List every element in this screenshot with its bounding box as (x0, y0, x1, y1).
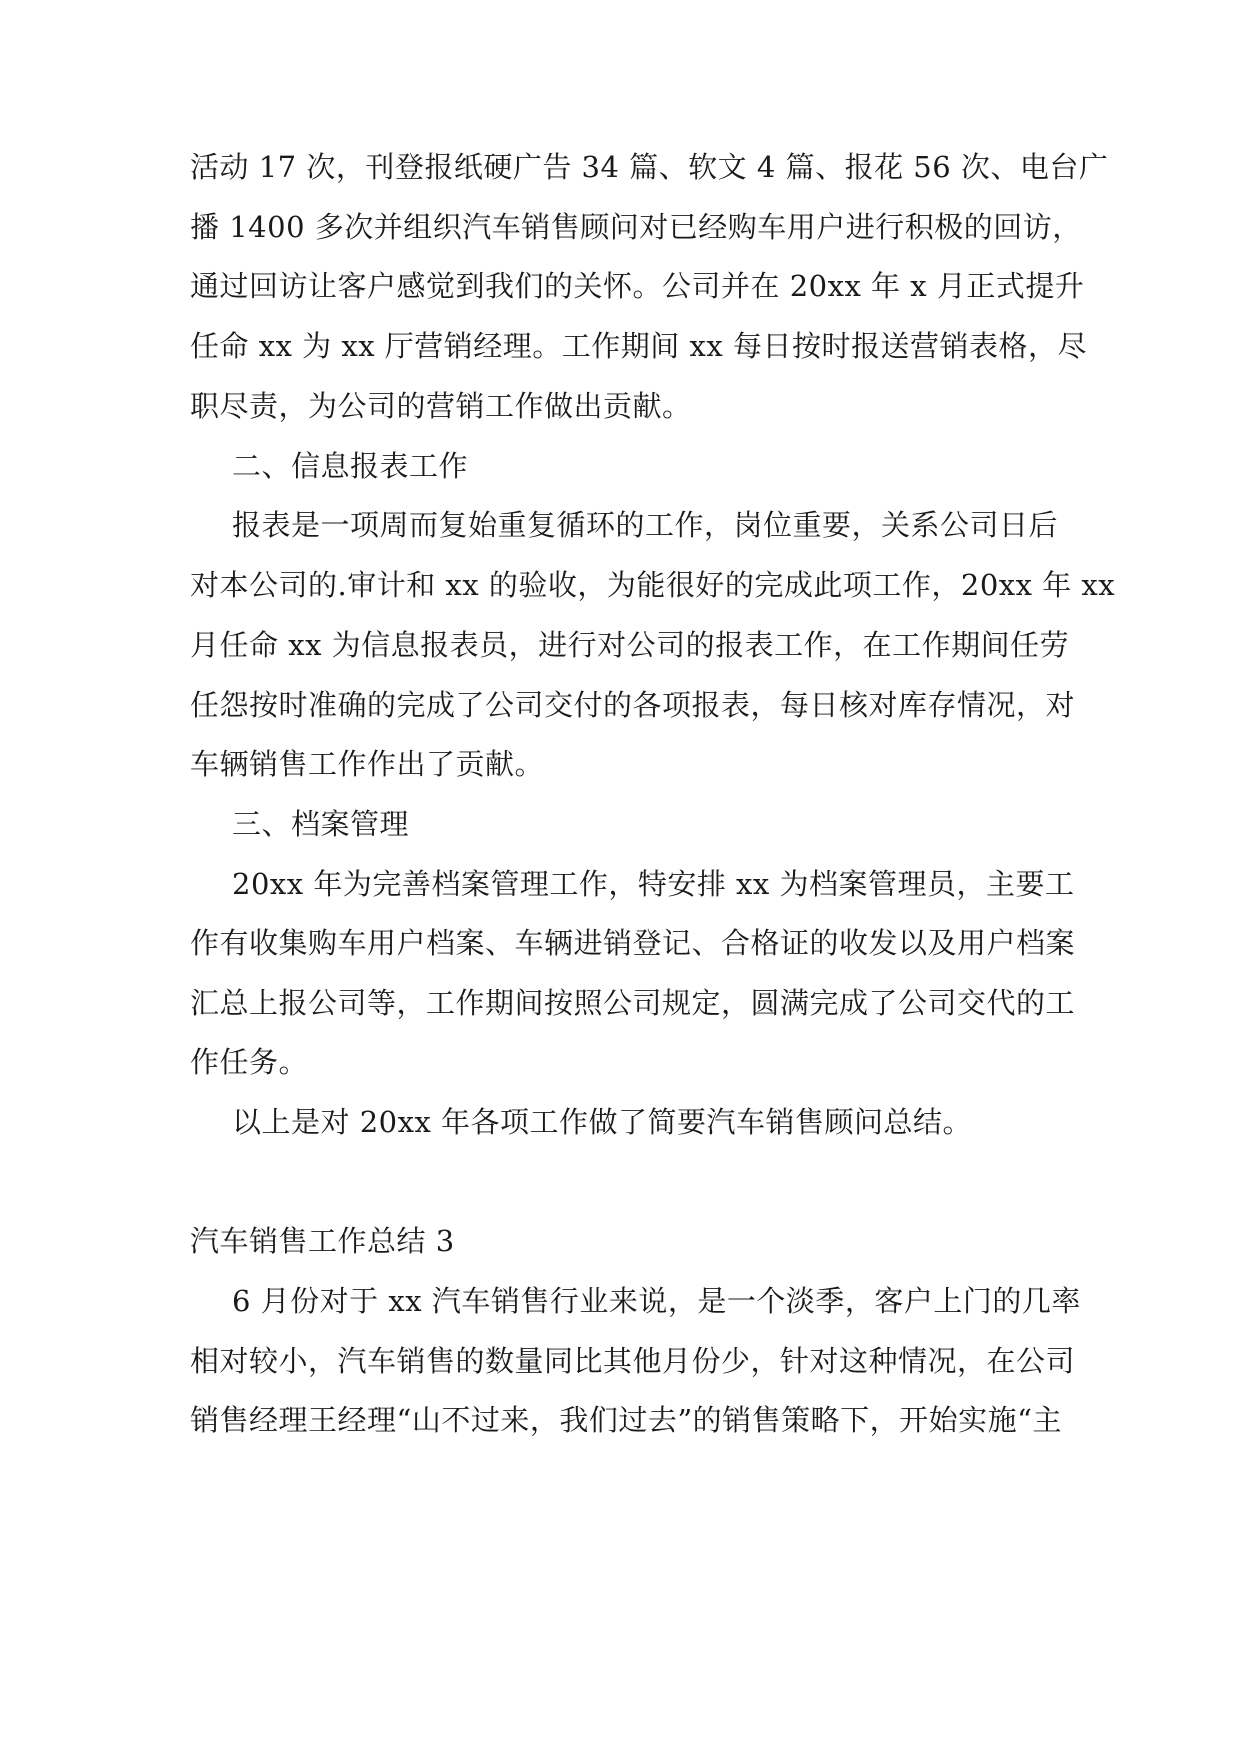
paragraph-5-line-1: 6 月份对于 xx 汽车销售行业来说，是一个淡季，客户上门的几率 (232, 1284, 1081, 1318)
paragraph-4-line-1: 以上是对 20xx 年各项工作做了简要汽车销售顾问总结。 (232, 1105, 973, 1139)
paragraph-2-line-3: 月任命 xx 为信息报表员，进行对公司的报表工作，在工作期间任劳 (190, 628, 1070, 662)
paragraph-5-line-2: 相对较小，汽车销售的数量同比其他月份少，针对这种情况，在公司 (190, 1344, 1076, 1378)
section-heading-info-report: 二、信息报表工作 (232, 449, 469, 483)
section-heading-archive: 三、档案管理 (232, 807, 410, 841)
paragraph-1-line-5: 职尽责，为公司的营销工作做出贡献。 (190, 389, 692, 423)
paragraph-2-line-5: 车辆销售工作作出了贡献。 (190, 747, 545, 781)
paragraph-2-line-2: 对本公司的.审计和 xx 的验收，为能很好的完成此项工作，20xx 年 xx (190, 568, 1116, 602)
paragraph-1-line-1: 活动 17 次，刊登报纸硬广告 34 篇、软文 4 篇、报花 56 次、电台广 (190, 150, 1109, 184)
paragraph-5-line-3: 销售经理王经理“山不过来，我们过去”的销售策略下，开始实施“主 (190, 1403, 1062, 1437)
paragraph-3-line-3: 汇总上报公司等，工作期间按照公司规定，圆满完成了公司交代的工 (190, 986, 1076, 1020)
article-title-3: 汽车销售工作总结 3 (190, 1224, 455, 1258)
paragraph-3-line-4: 作任务。 (190, 1045, 309, 1079)
paragraph-3-line-1: 20xx 年为完善档案管理工作，特安排 xx 为档案管理员，主要工 (232, 867, 1075, 901)
paragraph-2-line-4: 任怨按时准确的完成了公司交付的各项报表，每日核对库存情况，对 (190, 688, 1076, 722)
paragraph-1-line-2: 播 1400 多次并组织汽车销售顾问对已经购车用户进行积极的回访， (190, 210, 1082, 244)
paragraph-1-line-3: 通过回访让客户感觉到我们的关怀。公司并在 20xx 年 x 月正式提升 (190, 269, 1085, 303)
paragraph-1-line-4: 任命 xx 为 xx 厅营销经理。工作期间 xx 每日按时报送营销表格，尽 (190, 329, 1087, 363)
paragraph-3-line-2: 作有收集购车用户档案、车辆进销登记、合格证的收发以及用户档案 (190, 926, 1076, 960)
paragraph-2-line-1: 报表是一项周而复始重复循环的工作，岗位重要，关系公司日后 (232, 508, 1059, 542)
